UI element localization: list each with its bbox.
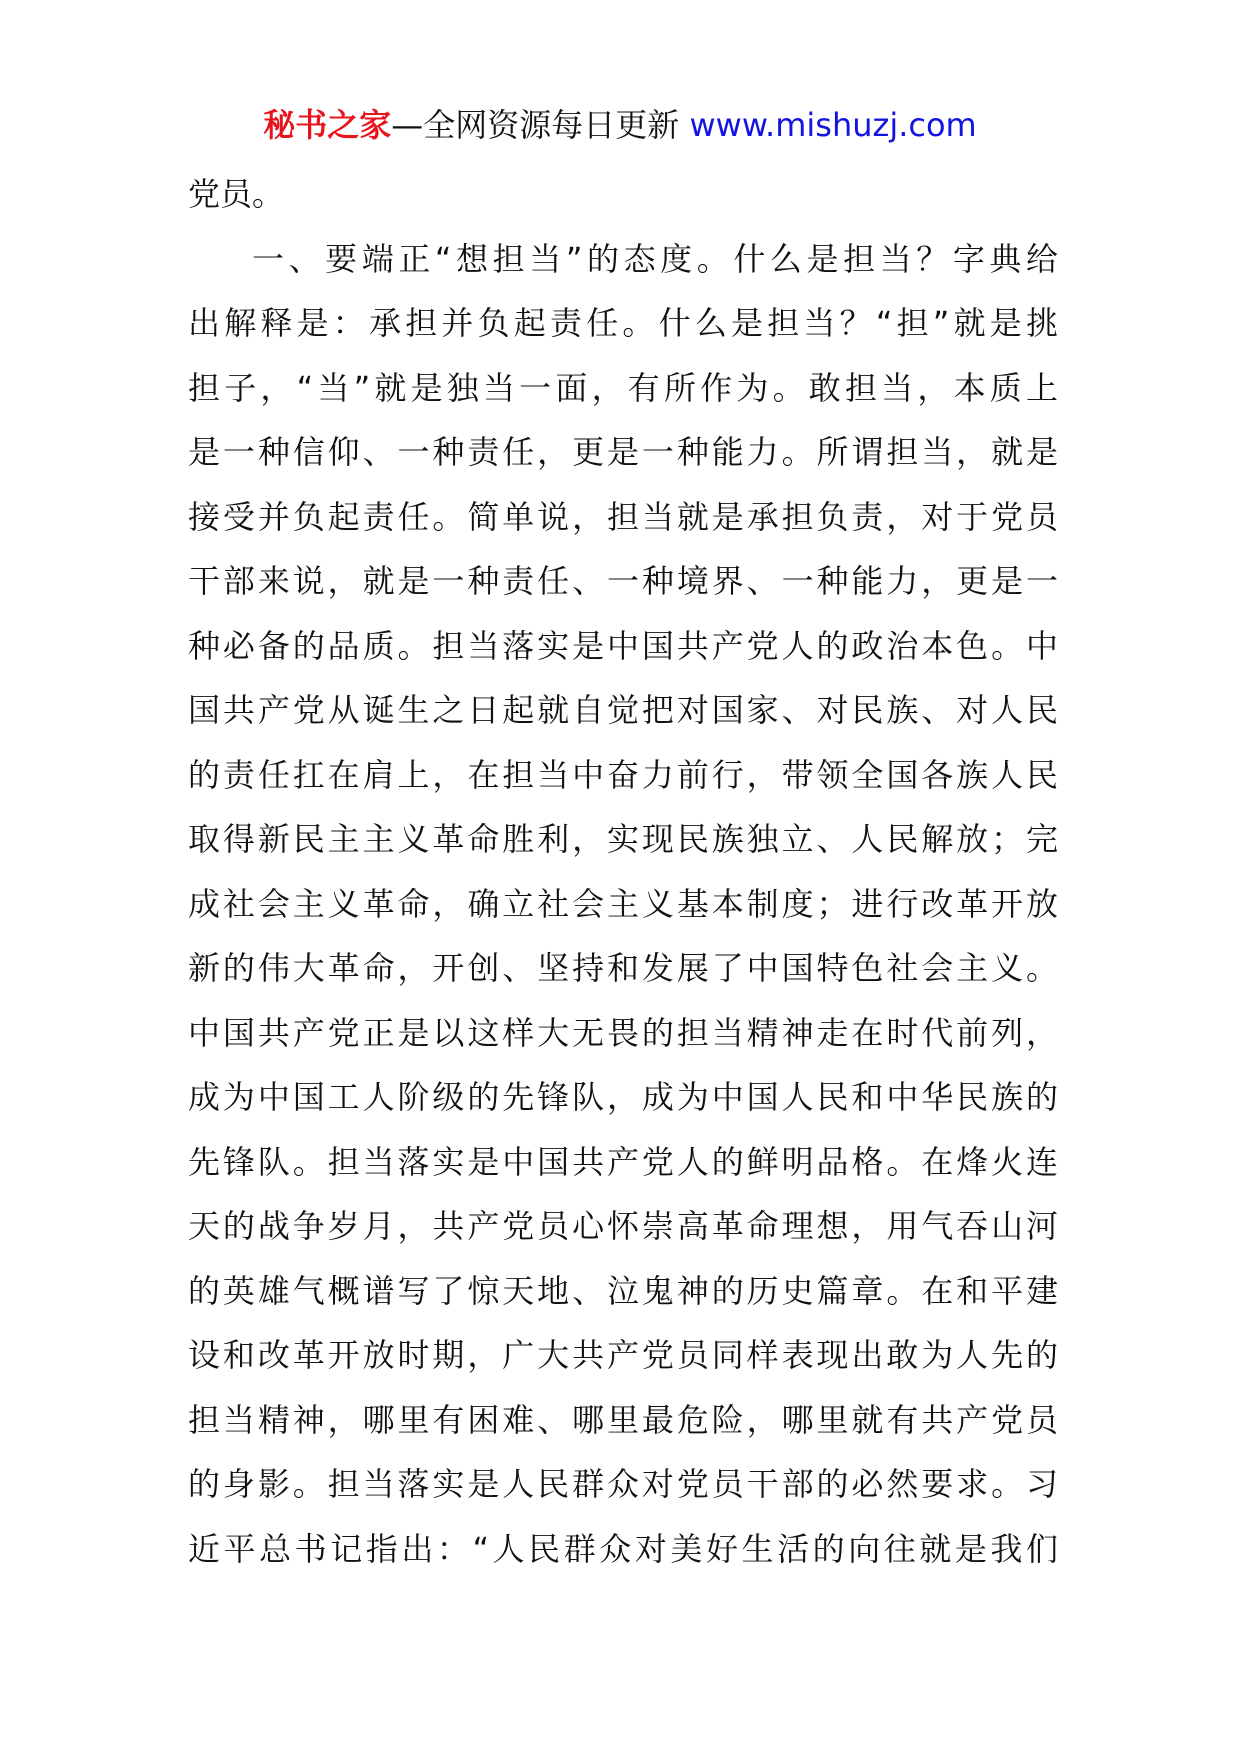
paragraph-line: 设和改革开放时期，广大共产党员同样表现出敢为人先的 xyxy=(188,1336,1058,1374)
paragraph-line: 国共产党从诞生之日起就自觉把对国家、对民族、对人民 xyxy=(188,691,1058,729)
paragraph-line: 近平总书记指出：“人民群众对美好生活的向往就是我们 xyxy=(188,1529,1058,1568)
paragraph-line: 中国共产党正是以这样大无畏的担当精神走在时代前列， xyxy=(188,1013,1058,1052)
paragraph-line: 成为中国工人阶级的先锋队，成为中国人民和中华民族的 xyxy=(188,1078,1058,1116)
document-body xyxy=(188,162,1058,1581)
paragraph-line: 成社会主义革命，确立社会主义基本制度；进行改革开放 xyxy=(188,884,1058,923)
paragraph-line: 天的战争岁月，共产党员心怀崇高革命理想，用气吞山河 xyxy=(188,1207,1058,1245)
site-header xyxy=(0,100,1240,150)
paragraph-line: 种必备的品质。担当落实是中国共产党人的政治本色。中 xyxy=(188,626,1058,665)
site-url-link[interactable]: www.mishuzj.com xyxy=(689,106,977,144)
paragraph-line: 的英雄气概谱写了惊天地、泣鬼神的历史篇章。在和平建 xyxy=(188,1271,1058,1310)
paragraph-line: 新的伟大革命，开创、坚持和发展了中国特色社会主义。 xyxy=(188,949,1058,987)
paragraph-line: 是一种信仰、一种责任，更是一种能力。所谓担当，就是 xyxy=(188,433,1058,471)
site-brand: 秘书之家 xyxy=(263,106,392,144)
paragraph-line: 一、要端正“想担当”的态度。什么是担当？字典给 xyxy=(252,239,1058,278)
site-slogan: —全网资源每日更新 xyxy=(391,106,680,144)
paragraph-line: 出解释是：承担并负起责任。什么是担当？“担”就是挑 xyxy=(188,304,1058,342)
paragraph-line: 取得新民主主义革命胜利，实现民族独立、人民解放；完 xyxy=(188,820,1058,858)
paragraph-line: 干部来说，就是一种责任、一种境界、一种能力，更是一 xyxy=(188,562,1058,600)
paragraph-line: 先锋队。担当落实是中国共产党人的鲜明品格。在烽火连 xyxy=(188,1142,1058,1181)
paragraph-line: 的责任扛在肩上，在担当中奋力前行，带领全国各族人民 xyxy=(188,755,1058,794)
continuation-line: 党员。 xyxy=(188,175,285,213)
paragraph-line: 接受并负起责任。简单说，担当就是承担负责，对于党员 xyxy=(188,497,1058,536)
paragraph-line: 的身影。担当落实是人民群众对党员干部的必然要求。习 xyxy=(188,1465,1058,1503)
paragraph-line: 担子，“当”就是独当一面，有所作为。敢担当，本质上 xyxy=(188,368,1058,407)
paragraph-line: 担当精神，哪里有困难、哪里最危险，哪里就有共产党员 xyxy=(188,1400,1058,1439)
